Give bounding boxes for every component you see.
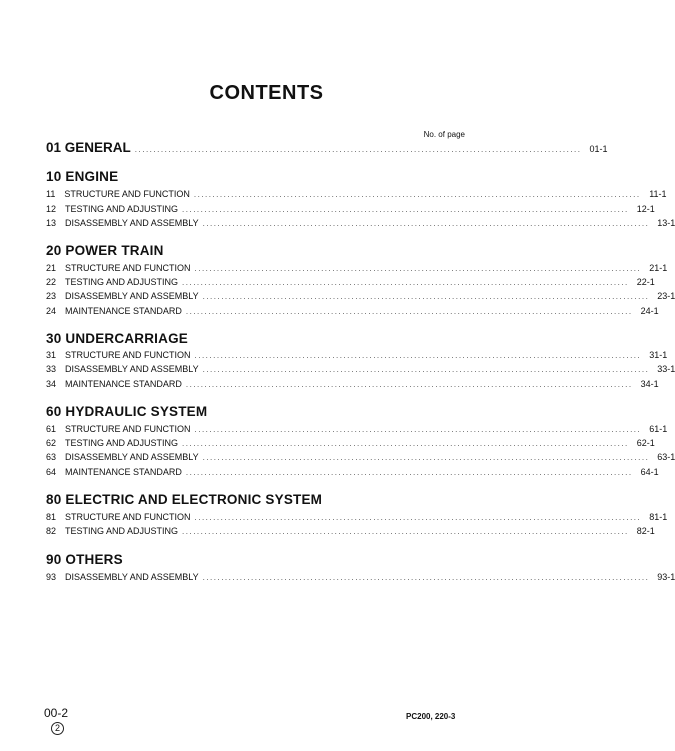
section-heading-power-train: 20 POWER TRAIN [46, 243, 164, 258]
toc-entry-number: 33 [46, 364, 57, 374]
toc-entry-label: DISASSEMBLY AND ASSEMBLY [65, 291, 199, 301]
toc-entry-label: STRUCTURE AND FUNCTION [65, 263, 191, 273]
toc-entry-page: 34-1 [640, 379, 659, 389]
toc-entry[interactable] [46, 451, 675, 464]
dot-leader: ........................................................................................................................ [182, 527, 629, 536]
toc-entry[interactable] [46, 262, 668, 275]
toc-entry-number: 13 [46, 218, 57, 228]
toc-entry-label: TESTING AND ADJUSTING [65, 277, 179, 287]
dot-leader: ........................................................................................................................ [194, 351, 642, 360]
toc-entry-page: 12-1 [636, 204, 655, 214]
dot-leader: ........................................................................................................................ [202, 573, 650, 582]
toc-entry[interactable] [46, 349, 668, 362]
toc-entry-page: 24-1 [640, 306, 659, 316]
toc-entry-label: DISASSEMBLY AND ASSEMBLY [65, 452, 199, 462]
toc-entry[interactable] [46, 217, 675, 230]
toc-entry-label: STRUCTURE AND FUNCTION [65, 350, 191, 360]
toc-entry-number: 21 [46, 263, 57, 273]
toc-entry[interactable] [46, 378, 659, 391]
toc-entry-label: DISASSEMBLY AND ASSEMBLY [65, 218, 199, 228]
toc-entry-label: 01 GENERAL [46, 140, 131, 155]
dot-leader: ........................................................................................................................ [185, 380, 633, 389]
section-heading-hydraulic-system: 60 HYDRAULIC SYSTEM [46, 404, 208, 419]
dot-leader: ........................................................................................................................ [134, 145, 582, 154]
footer-page-number: 00-2 [44, 706, 69, 720]
page-title: CONTENTS [209, 82, 324, 104]
toc-entry-number: 93 [46, 572, 57, 582]
toc-entry-page: 11-1 [649, 189, 667, 199]
revision-mark: 2 [51, 722, 64, 735]
toc-entry[interactable] [46, 571, 675, 584]
dot-leader: ........................................................................................................................ [185, 307, 633, 316]
toc-entry-number: 62 [46, 438, 57, 448]
toc-entry-page: 22-1 [636, 277, 655, 287]
toc-entry-page: 61-1 [649, 424, 668, 434]
toc-entry-label: STRUCTURE AND FUNCTION [65, 424, 191, 434]
toc-entry-label: DISASSEMBLY AND ASSEMBLY [65, 572, 199, 582]
toc-entry[interactable] [46, 423, 668, 436]
toc-entry-page: 13-1 [657, 218, 675, 228]
dot-leader: ........................................................................................................................ [182, 205, 629, 214]
toc-entry-label: TESTING AND ADJUSTING [65, 526, 179, 536]
toc-entry-page: 31-1 [649, 350, 668, 360]
toc-entry-number: 23 [46, 291, 57, 301]
toc-entry[interactable] [46, 203, 655, 216]
toc-entry-general[interactable] [46, 140, 608, 158]
toc-entry-number: 24 [46, 306, 57, 316]
dot-leader: ........................................................................................................................ [182, 439, 629, 448]
toc-entry-page: 33-1 [657, 364, 675, 374]
toc-entry-number: 12 [46, 204, 57, 214]
toc-entry[interactable] [46, 188, 667, 201]
toc-entry-label: DISASSEMBLY AND ASSEMBLY [65, 364, 199, 374]
dot-leader: ........................................................................................................................ [194, 264, 642, 273]
section-heading-electric-system: 80 ELECTRIC AND ELECTRONIC SYSTEM [46, 492, 323, 507]
dot-leader: ........................................................................................................................ [194, 425, 642, 434]
dot-leader: ........................................................................................................................ [182, 278, 629, 287]
footer-model: PC200, 220-3 [406, 712, 456, 721]
toc-entry-number: 64 [46, 467, 57, 477]
toc-entry-number: 61 [46, 424, 57, 434]
toc-entry-number: 81 [46, 512, 57, 522]
toc-entry-number: 31 [46, 350, 57, 360]
toc-entry-page: 93-1 [657, 572, 675, 582]
toc-entry[interactable] [46, 525, 655, 538]
dot-leader: ........................................................................................................................ [193, 190, 641, 199]
toc-entry-page: 82-1 [636, 526, 655, 536]
toc-entry-number: 22 [46, 277, 57, 287]
toc-entry-page: 81-1 [649, 512, 668, 522]
toc-entry-label: TESTING AND ADJUSTING [65, 204, 179, 214]
toc-entry-page: 63-1 [657, 452, 675, 462]
toc-entry[interactable] [46, 511, 668, 524]
toc-entry-label: TESTING AND ADJUSTING [65, 438, 179, 448]
section-heading-engine: 10 ENGINE [46, 169, 119, 184]
toc-entry-page: 64-1 [640, 467, 659, 477]
toc-entry[interactable] [46, 437, 655, 450]
toc-entry-number: 82 [46, 526, 57, 536]
section-heading-others: 90 OTHERS [46, 552, 123, 567]
dot-leader: ........................................................................................................................ [185, 468, 633, 477]
toc-entry-label: MAINTENANCE STANDARD [65, 379, 182, 389]
toc-entry-number: 63 [46, 452, 57, 462]
dot-leader: ........................................................................................................................ [202, 365, 650, 374]
toc-entry[interactable] [46, 363, 675, 376]
dot-leader: ........................................................................................................................ [202, 453, 650, 462]
toc-entry-label: STRUCTURE AND FUNCTION [64, 189, 190, 199]
toc-entry[interactable] [46, 290, 675, 303]
toc-entry-label: MAINTENANCE STANDARD [65, 306, 182, 316]
toc-entry[interactable] [46, 466, 659, 479]
page-column-header: No. of page [423, 130, 465, 139]
toc-entry-page: 23-1 [657, 291, 675, 301]
toc-entry-label: MAINTENANCE STANDARD [65, 467, 182, 477]
dot-leader: ........................................................................................................................ [202, 219, 650, 228]
toc-entry-page: 01-1 [589, 144, 608, 154]
toc-entry-number: 11 [46, 189, 56, 199]
toc-entry[interactable] [46, 305, 659, 318]
toc-entry-label: STRUCTURE AND FUNCTION [65, 512, 191, 522]
toc-entry-page: 21-1 [649, 263, 668, 273]
section-heading-undercarriage: 30 UNDERCARRIAGE [46, 331, 188, 346]
toc-entry[interactable] [46, 276, 655, 289]
dot-leader: ........................................................................................................................ [202, 292, 650, 301]
toc-entry-page: 62-1 [636, 438, 655, 448]
dot-leader: ........................................................................................................................ [194, 513, 642, 522]
toc-entry-number: 34 [46, 379, 57, 389]
